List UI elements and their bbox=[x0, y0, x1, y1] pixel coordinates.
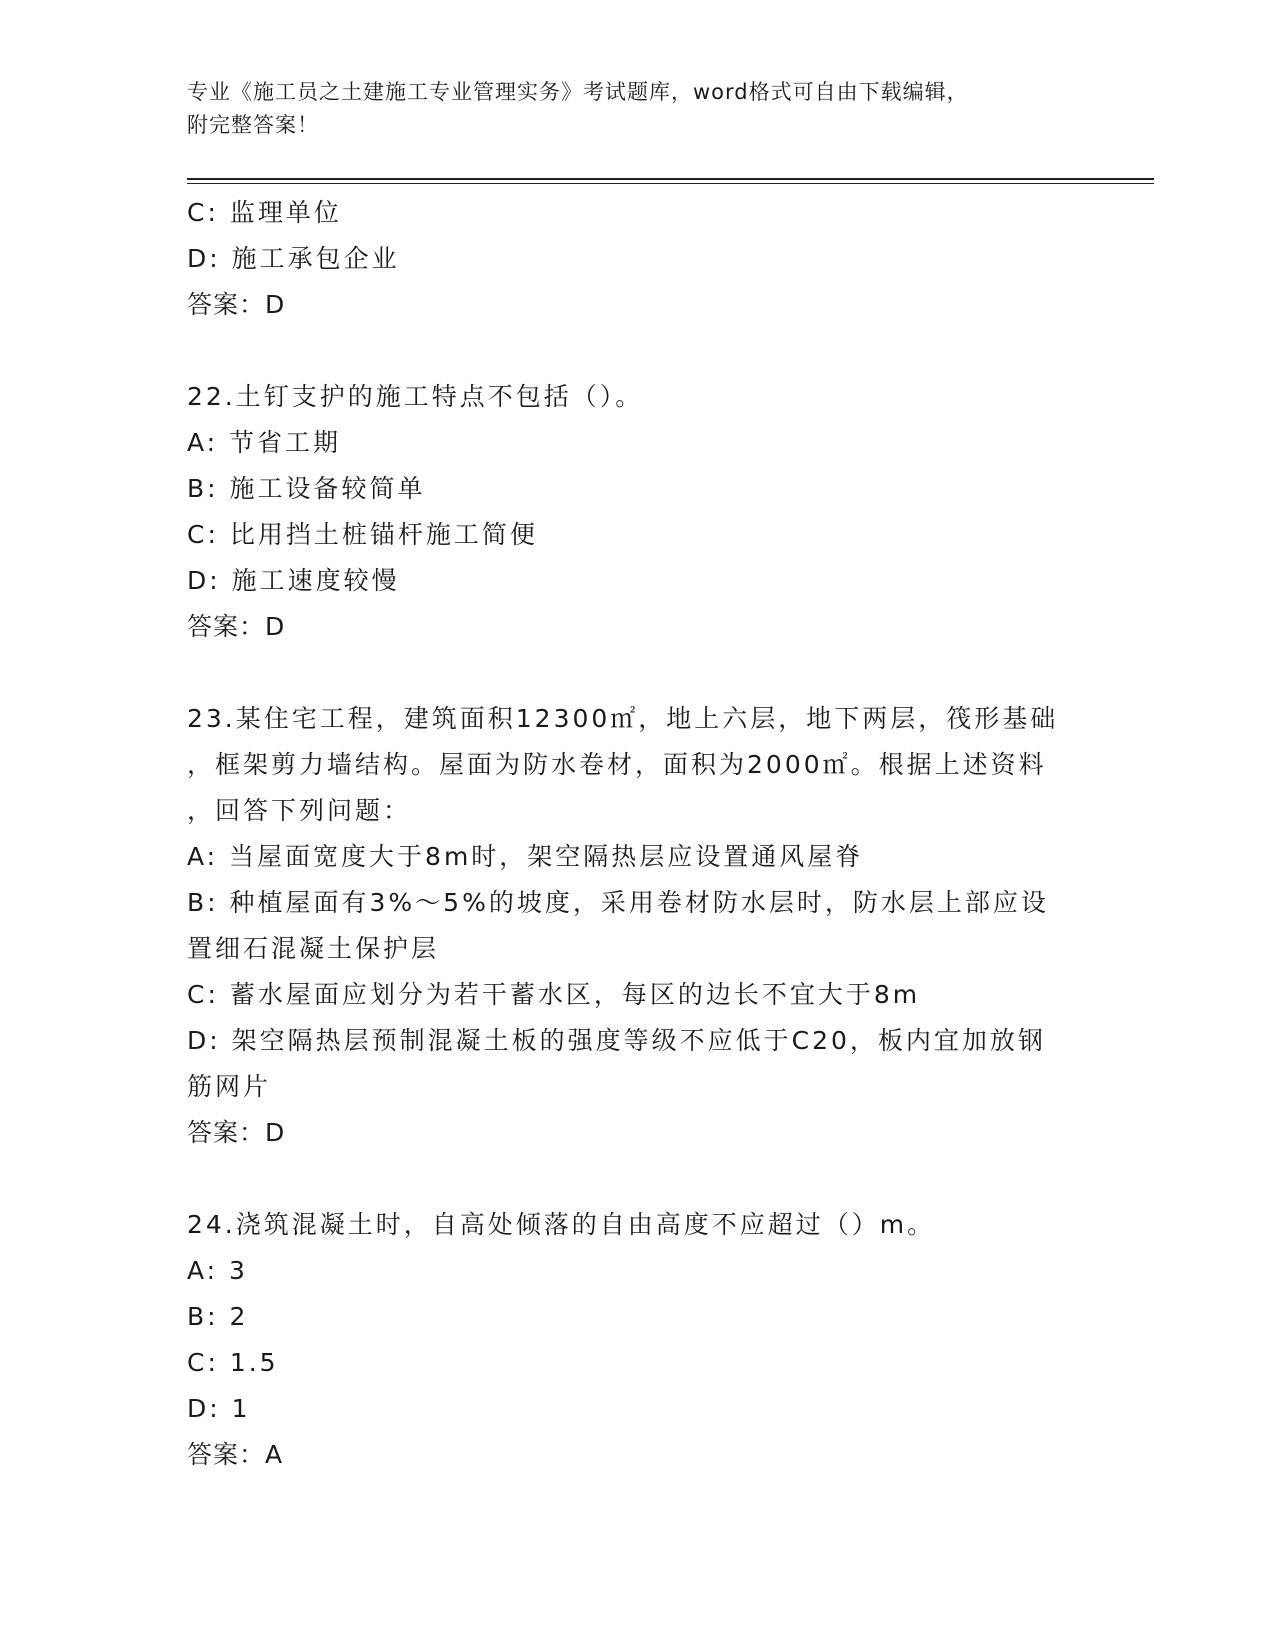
question-list bbox=[187, 190, 1087, 1478]
option-b-line-2: 置细石混凝土保护层 bbox=[187, 934, 440, 963]
question-text: 24.浇筑混凝土时，自高处倾落的自由高度不应超过（）m。 bbox=[187, 1210, 936, 1239]
spacer bbox=[187, 328, 1087, 374]
option-b: B: 2 bbox=[187, 1302, 249, 1331]
header-intro-line-2: 附完整答案！ bbox=[187, 113, 319, 137]
option-d-line-2: 筋网片 bbox=[187, 1072, 272, 1101]
question-text: 22.土钉支护的施工特点不包括（）。 bbox=[187, 382, 644, 411]
option-c: C: 1.5 bbox=[187, 1348, 279, 1377]
question-23 bbox=[187, 696, 1087, 1156]
question-22 bbox=[187, 374, 1087, 650]
option-d: D: 施工承包企业 bbox=[187, 244, 400, 273]
question-24 bbox=[187, 1202, 1087, 1478]
option-c: C: 蓄水屋面应划分为若干蓄水区，每区的边长不宜大于8m bbox=[187, 980, 921, 1009]
option-a: A: 节省工期 bbox=[187, 428, 342, 457]
spacer bbox=[187, 650, 1087, 696]
option-a: A: 3 bbox=[187, 1256, 248, 1285]
option-d-line-1: D: 架空隔热层预制混凝土板的强度等级不应低于C20，板内宜加放钢 bbox=[187, 1026, 1046, 1055]
option-d: D: 1 bbox=[187, 1394, 251, 1423]
answer: 答案：D bbox=[187, 1118, 286, 1147]
question-text-line-1: 23.某住宅工程，建筑面积12300㎡，地上六层，地下两层，筏形基础 bbox=[187, 704, 1059, 733]
option-a: A: 当屋面宽度大于8m时，架空隔热层应设置通风屋脊 bbox=[187, 842, 864, 871]
answer: 答案：D bbox=[187, 290, 286, 319]
header-divider-thick bbox=[187, 178, 1154, 180]
spacer bbox=[187, 1156, 1087, 1202]
question-text-line-2: ，框架剪力墙结构。屋面为防水卷材，面积为2000㎡。根据上述资料 bbox=[187, 750, 1047, 779]
header-intro-line-1: 专业《施工员之土建施工专业管理实务》考试题库，word格式可自由下载编辑， bbox=[187, 80, 969, 104]
question-text-line-3: ，回答下列问题： bbox=[187, 796, 412, 825]
answer: 答案：A bbox=[187, 1440, 284, 1469]
answer: 答案：D bbox=[187, 612, 286, 641]
option-d: D: 施工速度较慢 bbox=[187, 566, 400, 595]
option-b: B: 施工设备较简单 bbox=[187, 474, 426, 503]
document-header bbox=[187, 76, 1067, 142]
header-divider-thin bbox=[187, 183, 1154, 184]
option-b-line-1: B: 种植屋面有3%～5%的坡度，采用卷材防水层时，防水层上部应设 bbox=[187, 888, 1049, 917]
option-c: C: 比用挡土桩锚杆施工简便 bbox=[187, 520, 538, 549]
question-21-tail bbox=[187, 190, 1087, 328]
option-c: C: 监理单位 bbox=[187, 198, 342, 227]
